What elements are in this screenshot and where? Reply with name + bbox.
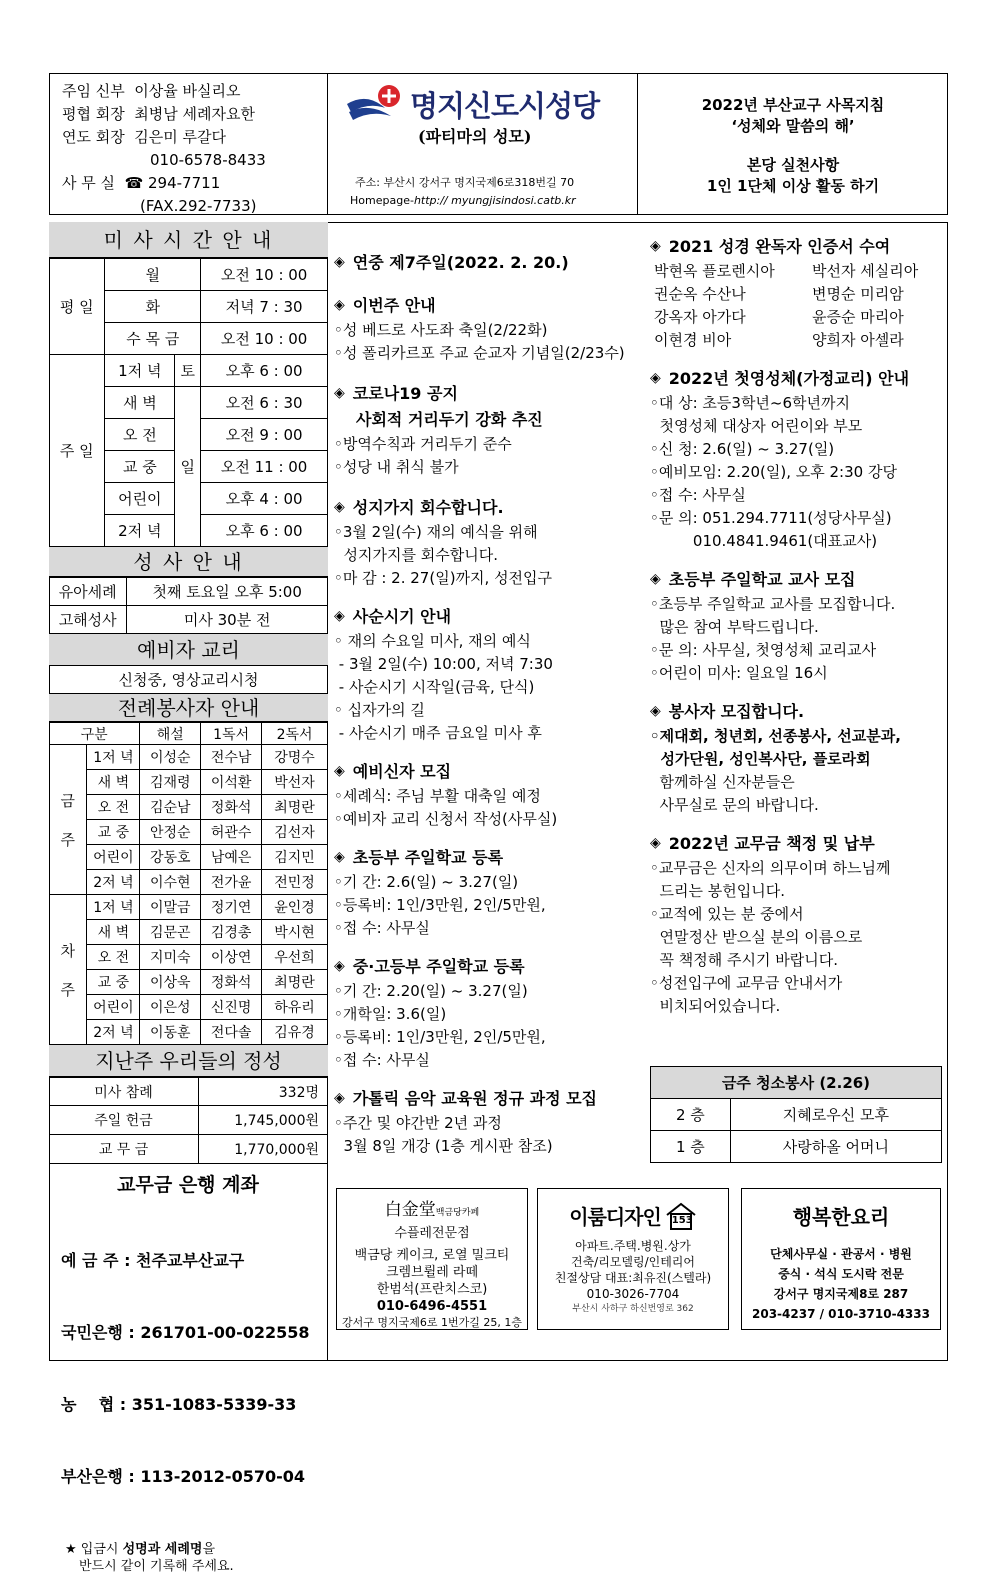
church-name: 명지신도시성당 xyxy=(410,89,600,123)
liturgy-cell: 김선자 xyxy=(262,820,328,845)
sunday-mass-time: 오후 6 : 00 xyxy=(201,515,328,547)
sacrament-value: 첫째 토요일 오후 5:00 xyxy=(127,578,328,606)
bible-row: 이현경 비아 양희자 아셀라 xyxy=(654,331,904,349)
liturgy-cell: 남예은 xyxy=(201,845,262,870)
section-title: ◈ 중·고등부 주일학교 등록 xyxy=(334,957,525,976)
offering-title: 지난주 우리들의 정성 xyxy=(49,1045,328,1077)
ad-ireum-design: 이룸디자인 153 아파트.주택.병원.상가 건축/리모델링/인테리어 친절상담 대표:최유진(스텔라) 010-3026-7704 부산시 사하구 하신번영로 362 xyxy=(537,1188,729,1330)
liturgy-cell: 강명수 xyxy=(262,745,328,770)
weekday-label: 평 일 xyxy=(49,259,105,355)
ad-haengbok-yori: 행복한요리 단체사무실 · 관공서 · 병원 중식 · 석식 도시락 전문 강서구 명지국제8로 287 203-4237 / 010-3710-4333 xyxy=(741,1188,941,1330)
diocese-motto: 2022년 부산교구 사목지침 ‘성체와 말씀의 해’ 본당 실천사항 1인 1단체 이상 활동 하기 xyxy=(701,96,885,195)
liturgy-cell: 김순남 xyxy=(140,795,201,820)
liturgy-cell: 이은성 xyxy=(140,995,201,1020)
sacrament-label: 고해성사 xyxy=(49,606,127,634)
staff-row: 연도 회장 김은미 루갈다 xyxy=(62,128,226,146)
liturgy-cell: 안정순 xyxy=(140,820,201,845)
bank-row: 예 금 주 : 천주교부산교구 xyxy=(61,1251,245,1270)
liturgy-cell: 최명란 xyxy=(262,970,328,995)
diamond-icon: ◈ xyxy=(334,607,345,624)
diamond-icon: ◈ xyxy=(334,762,345,779)
liturgy-mass: 교 중 xyxy=(87,820,140,845)
section-title: ◈ 이번주 안내 xyxy=(334,296,436,315)
homepage-link[interactable]: http:// myungjisindosi.catb.kr xyxy=(413,194,576,207)
liturgy-cell: 우선희 xyxy=(262,945,328,970)
liturgy-mass: 교 중 xyxy=(87,970,140,995)
liturgy-cell: 김재령 xyxy=(140,770,201,795)
weekday-time: 오전 10 : 00 xyxy=(201,323,328,355)
bible-row: 박현옥 플로렌시아 박선자 세실리아 xyxy=(654,262,919,280)
weekday-day: 월 xyxy=(105,259,201,291)
saturday-label: 토 xyxy=(175,355,201,387)
sacrament-label: 유아세례 xyxy=(49,578,127,606)
office-fax: (FAX.292-7733) xyxy=(140,197,257,215)
liturgy-cell: 김경총 xyxy=(201,920,262,945)
staff-phone: 010-6578-8433 xyxy=(150,151,266,169)
offering-value: 1,770,000원 xyxy=(199,1135,328,1164)
ad1-name: 白金堂백금당카페 xyxy=(384,1200,480,1220)
liturgy-cell: 정화석 xyxy=(201,970,262,995)
bank-row: 농 협 : 351-1083-5339-33 xyxy=(61,1395,297,1414)
liturgy-cell: 허관수 xyxy=(201,820,262,845)
bank-title: 교무금 은행 계좌 xyxy=(117,1174,259,1196)
ad-baekgeumdang: 白金堂백금당카페 수플레전문점 백금당 케이크, 로열 밀크티 크렘브륄레 라떼 한범석(프란치스코) 010-6496-4551 강서구 명지국제6로 1번가길 25, 1층 xyxy=(336,1188,528,1330)
mass-title: 미 사 시 간 안 내 xyxy=(49,222,328,258)
liturgy-cell: 전수남 xyxy=(201,745,262,770)
section-title: ◈ 사순시기 안내 xyxy=(334,607,452,626)
saturday-mass-time: 오후 6 : 00 xyxy=(201,355,328,387)
sunday-mass-name: 새 벽 xyxy=(105,387,175,419)
liturgy-header: 구분 xyxy=(49,723,140,745)
church-address: 주소: 부산시 강서구 명지국제6로318번길 70 xyxy=(355,176,575,189)
liturgy-cell: 이말금 xyxy=(140,895,201,920)
liturgy-cell: 김문곤 xyxy=(140,920,201,945)
church-logo-icon xyxy=(345,82,407,122)
homepage: Homepage-http:// myungjisindosi.catb.kr xyxy=(350,194,576,207)
liturgy-header: 1독서 xyxy=(201,723,262,745)
liturgy-cell: 이성순 xyxy=(140,745,201,770)
liturgy-cell: 정기연 xyxy=(201,895,262,920)
liturgy-mass: 2저 녁 xyxy=(87,870,140,895)
cleaning-table xyxy=(650,1066,942,1163)
this-week-label: 금 주 xyxy=(49,745,87,895)
liturgy-table xyxy=(49,722,328,1045)
offering-label: 미사 참례 xyxy=(49,1078,199,1106)
section-title: ◈ 초등부 주일학교 등록 xyxy=(334,848,504,867)
sacrament-table xyxy=(49,577,328,634)
bank-box xyxy=(49,1163,328,1574)
offering-label: 주일 헌금 xyxy=(49,1106,199,1135)
liturgy-header: 해설 xyxy=(140,723,201,745)
sunday-mass-name: 오 전 xyxy=(105,419,175,451)
sunday-mass-name: 교 중 xyxy=(105,451,175,483)
diamond-icon: ◈ xyxy=(334,498,345,515)
liturgy-cell: 이동훈 xyxy=(140,1020,201,1045)
header-divider-left xyxy=(327,73,328,215)
sunday-mass-name: 어린이 xyxy=(105,483,175,515)
diamond-icon: ◈ xyxy=(334,384,345,401)
diamond-icon: ◈ xyxy=(650,834,661,851)
liturgy-cell: 하유리 xyxy=(262,995,328,1020)
diamond-icon: ◈ xyxy=(334,1089,345,1106)
section-title: ◈ 가톨릭 음악 교육원 정규 과정 모집 xyxy=(334,1089,598,1108)
offering-value: 332명 xyxy=(199,1078,328,1106)
liturgy-cell: 전가윤 xyxy=(201,870,262,895)
liturgy-mass: 새 벽 xyxy=(87,920,140,945)
right-column: ◈ 2021 성경 완독자 인증서 수여 박현옥 플로렌시아 박선자 세실리아 권순옥 수산나 변명순 미리암 강옥자 아가다 윤증순 마리아 이현경 비아 양희자 아셀라 ◈ 2022년 첫영성체(가정교리) 안내 ◦대 상: 초등3학년~6학년까지 첫영성체 대상자 어린이와 부모 ◦신 청: 2.6(일) ~ 3.27(일) ◦예비모임: 2.20(일), 오후 2:30 강당 ◦접 수: 사무실 ◦문 의: 051.294.7711(성당사무실) 010.4841.9461(대표교사) ◈ 초등부 주일학교 교사 모집 ◦초등부 주일학교 교사를 모집합니다. 많은 참여 부탁드립니다. ◦문 의: 사무실, 첫영성체 교리교사 ◦어린이 미사: 일요일 16시 ◈ 봉사자 모집합니다. ◦제대회, 청년회, 선종봉사, 선교분과, 성가단원, 성인복사단, 플로라회 함께하실 신자분들은 사무실로 문의 바랍니다. ◈ 2022년 교무금 책정 및 납부 ◦교무금은 신자의 의무이며 하느님께 드리는 봉헌입니다. ◦교적에 있는 분 중에서 연말정산 받으실 분의 이름으로 꼭 책정해 주시기 바랍니다. ◦성전입구에 교무금 안내서가 비치되어있습니다. xyxy=(650,234,944,1018)
section-title: ◈ 코로나19 공지 xyxy=(334,384,458,403)
sunday-mass-time: 오전 9 : 00 xyxy=(201,419,328,451)
section-title: ◈ 예비신자 모집 xyxy=(334,762,452,781)
liturgy-cell: 이석환 xyxy=(201,770,262,795)
house-icon: 153 xyxy=(665,1202,697,1230)
liturgy-cell: 이상욱 xyxy=(140,970,201,995)
sacrament-value: 미사 30분 전 xyxy=(127,606,328,634)
saturday-mass-name: 1저 녁 xyxy=(105,355,175,387)
staff-row: 평협 회장 최병남 세례자요한 xyxy=(62,105,255,123)
liturgy-mass: 오 전 xyxy=(87,945,140,970)
section-title: ◈ 2022년 첫영성체(가정교리) 안내 xyxy=(650,369,910,388)
mass-table xyxy=(49,258,328,547)
weekday-time: 오전 10 : 00 xyxy=(201,259,328,291)
liturgy-cell: 박선자 xyxy=(262,770,328,795)
liturgy-cell: 이수현 xyxy=(140,870,201,895)
center-column: ◈ 연중 제7주일(2022. 2. 20.) ◈ 이번주 안내 ◦성 베드로 사도좌 축일(2/22화) ◦성 폴리카르포 주교 순교자 기념일(2/23수) ◈ 코로나19 공지 사회적 거리두기 강화 추진 ◦방역수칙과 거리두기 준수 ◦성당 내 취식 불가 ◈ 성지가지 회수합니다. ◦3월 2일(수) 재의 예식을 위해 성지가지를 회수합니다. ◦마 감 : 2. 27(일)까지, 성전입구 ◈ 사순시기 안내 ◦ 재의 수요일 미사, 재의 예식 - 3월 2일(수) 10:00, 저녁 7:30 - 사순시기 시작일(금육, 단식) ◦ 십자가의 길 - 사순시기 매주 금요일 미사 후 ◈ 예비신자 모집 ◦세례식: 주님 부활 대축일 예정 ◦예비자 교리 신청서 작성(사무실) ◈ 초등부 주일학교 등록 ◦기 간: 2.6(일) ~ 3.27(일) ◦등록비: 1인/3만원, 2인/5만원, ◦접 수: 사무실 ◈ 중·고등부 주일학교 등록 ◦기 간: 2.20(일) ~ 3.27(일) ◦개학일: 3.6(일) ◦등록비: 1인/3만원, 2인/5만원, ◦접 수: 사무실 ◈ 가톨릭 음악 교육원 정규 과정 모집 ◦주간 및 야간반 2년 과정 3월 8일 개강 (1층 게시판 참조) xyxy=(334,250,644,1158)
sacrament-title: 성 사 안 내 xyxy=(49,547,328,577)
section-title: ◈ 성지가지 회수합니다. xyxy=(334,498,504,517)
liturgy-cell: 전다솔 xyxy=(201,1020,262,1045)
next-week-label: 차 주 xyxy=(49,895,87,1045)
liturgy-mass: 오 전 xyxy=(87,795,140,820)
liturgy-cell: 김유경 xyxy=(262,1020,328,1045)
liturgy-mass: 2저 녁 xyxy=(87,1020,140,1045)
sunday-title: ◈ 연중 제7주일(2022. 2. 20.) xyxy=(334,253,569,272)
liturgy-header: 2독서 xyxy=(262,723,328,745)
diamond-icon: ◈ xyxy=(650,702,661,719)
cleaning-floor: 2 층 xyxy=(651,1099,731,1131)
liturgy-cell: 최명란 xyxy=(262,795,328,820)
bank-row: 국민은행 : 261701-00-022558 xyxy=(61,1323,310,1342)
office-row: 사 무 실 ☎ 294-7711 xyxy=(62,174,221,192)
cleaning-team: 지혜로우신 모후 xyxy=(730,1099,941,1131)
liturgy-mass: 어린이 xyxy=(87,845,140,870)
ad2-header: 이룸디자인 153 xyxy=(538,1201,728,1230)
liturgy-mass: 1저 녁 xyxy=(87,745,140,770)
bible-row: 강옥자 아가다 윤증순 마리아 xyxy=(654,308,904,326)
liturgy-mass: 새 벽 xyxy=(87,770,140,795)
diamond-icon: ◈ xyxy=(650,237,661,254)
weekday-day: 화 xyxy=(105,291,201,323)
offering-value: 1,745,000원 xyxy=(199,1106,328,1135)
diamond-icon: ◈ xyxy=(334,957,345,974)
section-title: ◈ 2021 성경 완독자 인증서 수여 xyxy=(650,237,891,256)
bible-row: 권순옥 수산나 변명순 미리암 xyxy=(654,285,904,303)
section-title: ◈ 2022년 교무금 책정 및 납부 xyxy=(650,834,875,853)
weekday-time: 저녁 7 : 30 xyxy=(201,291,328,323)
liturgy-cell: 정화석 xyxy=(201,795,262,820)
liturgy-cell: 윤인경 xyxy=(262,895,328,920)
liturgy-cell: 강동호 xyxy=(140,845,201,870)
diamond-icon: ◈ xyxy=(334,253,345,270)
weekday-day: 수 목 금 xyxy=(105,323,201,355)
liturgy-cell: 신진명 xyxy=(201,995,262,1020)
staff-row: 주임 신부 이상율 바실리오 xyxy=(62,82,241,100)
offering-table xyxy=(49,1077,328,1164)
sunday-mass-name: 2저 녁 xyxy=(105,515,175,547)
diamond-icon: ◈ xyxy=(650,570,661,587)
liturgy-mass: 어린이 xyxy=(87,995,140,1020)
cleaning-team: 사랑하올 어머니 xyxy=(730,1131,941,1163)
bank-note: ★ 입금시 성명과 세례명을 반드시 같이 기록해 주세요. xyxy=(65,1542,234,1574)
catechumen-value: 신청중, 영상교리시청 xyxy=(49,666,328,694)
section-title: ◈ 초등부 주일학교 교사 모집 xyxy=(650,570,856,589)
liturgy-cell: 전민정 xyxy=(262,870,328,895)
liturgy-cell: 김지민 xyxy=(262,845,328,870)
diamond-icon: ◈ xyxy=(334,296,345,313)
cleaning-title: 금주 청소봉사 (2.26) xyxy=(651,1067,942,1099)
liturgy-title: 전례봉사자 안내 xyxy=(49,694,328,722)
sunday-mass-time: 오후 4 : 00 xyxy=(201,483,328,515)
bank-accounts xyxy=(49,1201,327,1537)
sunday-mass-time: 오전 6 : 30 xyxy=(201,387,328,419)
cleaning-floor: 1 층 xyxy=(651,1131,731,1163)
church-subtitle: (파티마의 성모) xyxy=(418,127,532,146)
sunday-day-label: 일 xyxy=(175,387,201,547)
left-column xyxy=(49,222,328,1164)
catechumen-title: 예비자 교리 xyxy=(49,634,328,666)
liturgy-cell: 박시현 xyxy=(262,920,328,945)
staff-list xyxy=(62,80,266,218)
sunday-label: 주 일 xyxy=(49,355,105,547)
diamond-icon: ◈ xyxy=(650,369,661,386)
liturgy-cell: 이상연 xyxy=(201,945,262,970)
liturgy-mass: 1저 녁 xyxy=(87,895,140,920)
offering-label: 교 무 금 xyxy=(49,1135,199,1164)
liturgy-cell: 지미숙 xyxy=(140,945,201,970)
section-title: ◈ 봉사자 모집합니다. xyxy=(650,702,805,721)
diamond-icon: ◈ xyxy=(334,848,345,865)
sunday-mass-time: 오전 11 : 00 xyxy=(201,451,328,483)
bank-row: 부산은행 : 113-2012-0570-04 xyxy=(61,1467,306,1486)
